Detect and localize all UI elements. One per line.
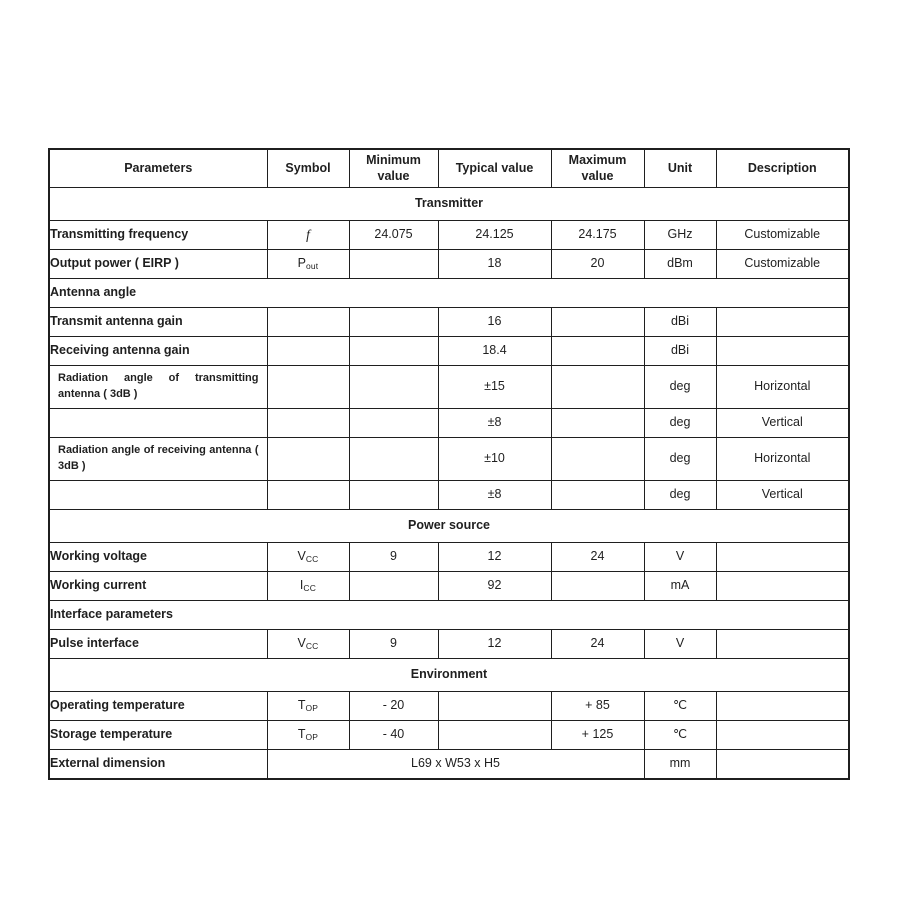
minimum-value-cell	[349, 250, 438, 279]
maximum-value-cell	[551, 438, 644, 481]
parameter-cell: External dimension	[49, 750, 267, 780]
description-cell	[716, 692, 849, 721]
minimum-value-cell: 9	[349, 543, 438, 572]
section-header: Transmitter	[49, 188, 849, 221]
table-row	[49, 308, 849, 337]
parameter-cell: Transmitting frequency	[49, 221, 267, 250]
maximum-value-cell: 24	[551, 630, 644, 659]
parameter-cell	[49, 409, 267, 438]
description-cell	[716, 750, 849, 780]
parameter-cell: Receiving antenna gain	[49, 337, 267, 366]
maximum-value-cell	[551, 572, 644, 601]
minimum-value-cell	[349, 481, 438, 510]
unit-cell: GHz	[644, 221, 716, 250]
parameter-cell: Output power ( EIRP )	[49, 250, 267, 279]
section-header: Power source	[49, 510, 849, 543]
minimum-value-cell: 24.075	[349, 221, 438, 250]
table-row	[49, 692, 849, 721]
parameter-cell: Radiation angle of receiving antenna ( 3dB )	[49, 438, 267, 481]
column-header-maximum-value: Maximum value	[551, 149, 644, 188]
unit-cell: V	[644, 630, 716, 659]
table-row	[49, 221, 849, 250]
spec-table-container	[48, 148, 850, 780]
description-cell	[716, 572, 849, 601]
symbol-cell	[267, 692, 349, 721]
typical-value-cell: ±10	[438, 438, 551, 481]
minimum-value-cell: 9	[349, 630, 438, 659]
table-row	[49, 409, 849, 438]
maximum-value-cell	[551, 366, 644, 409]
symbol-cell	[267, 721, 349, 750]
symbol-subscript: CC	[303, 583, 317, 594]
symbol-base: T	[297, 727, 306, 742]
maximum-value-cell	[551, 308, 644, 337]
table-row	[49, 481, 849, 510]
typical-value-cell: ±8	[438, 481, 551, 510]
description-cell: Vertical	[716, 481, 849, 510]
symbol-base: I	[299, 578, 304, 593]
description-cell: Horizontal	[716, 438, 849, 481]
symbol-cell	[267, 438, 349, 481]
unit-cell: dBi	[644, 337, 716, 366]
dimension-value-cell: L69 x W53 x H5	[267, 750, 644, 780]
unit-cell: deg	[644, 438, 716, 481]
symbol-cell	[267, 250, 349, 279]
typical-value-cell: ±15	[438, 366, 551, 409]
symbol-cell	[267, 366, 349, 409]
table-row	[49, 572, 849, 601]
table-row	[49, 250, 849, 279]
symbol-cell	[267, 543, 349, 572]
description-cell	[716, 630, 849, 659]
parameter-cell: Working current	[49, 572, 267, 601]
parameter-cell: Storage temperature	[49, 721, 267, 750]
typical-value-cell: 12	[438, 630, 551, 659]
table-row	[49, 337, 849, 366]
symbol-subscript: OP	[305, 703, 319, 714]
symbol-cell	[267, 572, 349, 601]
table-row	[49, 721, 849, 750]
table-row	[49, 510, 849, 543]
unit-cell: dBm	[644, 250, 716, 279]
maximum-value-cell: 24.175	[551, 221, 644, 250]
unit-cell: deg	[644, 409, 716, 438]
typical-value-cell: 24.125	[438, 221, 551, 250]
description-cell: Customizable	[716, 221, 849, 250]
symbol-cell	[267, 221, 349, 250]
description-cell	[716, 721, 849, 750]
symbol-subscript: CC	[305, 641, 319, 652]
maximum-value-cell: 24	[551, 543, 644, 572]
table-row	[49, 279, 849, 308]
section-header: Environment	[49, 659, 849, 692]
symbol-base: P	[297, 256, 306, 271]
table-row	[49, 630, 849, 659]
minimum-value-cell	[349, 409, 438, 438]
symbol-base: V	[297, 636, 306, 651]
column-header-parameters: Parameters	[49, 149, 267, 188]
description-cell	[716, 543, 849, 572]
typical-value-cell: 92	[438, 572, 551, 601]
typical-value-cell	[438, 692, 551, 721]
spec-table-body	[49, 188, 849, 780]
minimum-value-cell: - 40	[349, 721, 438, 750]
table-header-row	[49, 149, 849, 188]
symbol-cell	[267, 481, 349, 510]
table-row	[49, 543, 849, 572]
section-header: Interface parameters	[49, 601, 849, 630]
symbol-base: V	[297, 549, 306, 564]
column-header-unit: Unit	[644, 149, 716, 188]
unit-cell: V	[644, 543, 716, 572]
maximum-value-cell: + 125	[551, 721, 644, 750]
unit-cell: mm	[644, 750, 716, 780]
description-cell	[716, 308, 849, 337]
typical-value-cell	[438, 721, 551, 750]
parameter-cell	[49, 481, 267, 510]
parameter-cell: Operating temperature	[49, 692, 267, 721]
unit-cell: deg	[644, 481, 716, 510]
column-header-minimum-value: Minimum value	[349, 149, 438, 188]
maximum-value-cell	[551, 337, 644, 366]
symbol-base: f	[306, 226, 310, 242]
symbol-cell	[267, 308, 349, 337]
table-row	[49, 188, 849, 221]
maximum-value-cell: + 85	[551, 692, 644, 721]
description-cell: Horizontal	[716, 366, 849, 409]
maximum-value-cell	[551, 481, 644, 510]
description-cell: Vertical	[716, 409, 849, 438]
typical-value-cell: 18.4	[438, 337, 551, 366]
minimum-value-cell: - 20	[349, 692, 438, 721]
parameter-cell: Working voltage	[49, 543, 267, 572]
minimum-value-cell	[349, 308, 438, 337]
symbol-base: T	[297, 698, 306, 713]
symbol-cell	[267, 409, 349, 438]
table-row	[49, 438, 849, 481]
typical-value-cell: 12	[438, 543, 551, 572]
table-row	[49, 750, 849, 780]
column-header-description: Description	[716, 149, 849, 188]
minimum-value-cell	[349, 337, 438, 366]
description-cell	[716, 337, 849, 366]
table-row	[49, 366, 849, 409]
minimum-value-cell	[349, 366, 438, 409]
column-header-symbol: Symbol	[267, 149, 349, 188]
typical-value-cell: ±8	[438, 409, 551, 438]
typical-value-cell: 18	[438, 250, 551, 279]
minimum-value-cell	[349, 438, 438, 481]
description-cell: Customizable	[716, 250, 849, 279]
typical-value-cell: 16	[438, 308, 551, 337]
symbol-cell	[267, 337, 349, 366]
table-row	[49, 601, 849, 630]
unit-cell: ℃	[644, 692, 716, 721]
symbol-subscript: OP	[305, 732, 319, 743]
parameter-cell: Pulse interface	[49, 630, 267, 659]
parameter-cell: Radiation angle of transmitting antenna ( 3dB )	[49, 366, 267, 409]
unit-cell: deg	[644, 366, 716, 409]
maximum-value-cell	[551, 409, 644, 438]
spec-table	[48, 148, 850, 780]
unit-cell: ℃	[644, 721, 716, 750]
unit-cell: mA	[644, 572, 716, 601]
symbol-subscript: out	[305, 261, 319, 272]
parameter-cell: Transmit antenna gain	[49, 308, 267, 337]
symbol-subscript: CC	[305, 554, 319, 565]
unit-cell: dBi	[644, 308, 716, 337]
table-row	[49, 659, 849, 692]
maximum-value-cell: 20	[551, 250, 644, 279]
minimum-value-cell	[349, 572, 438, 601]
column-header-typical-value: Typical value	[438, 149, 551, 188]
section-header: Antenna angle	[49, 279, 849, 308]
symbol-cell	[267, 630, 349, 659]
